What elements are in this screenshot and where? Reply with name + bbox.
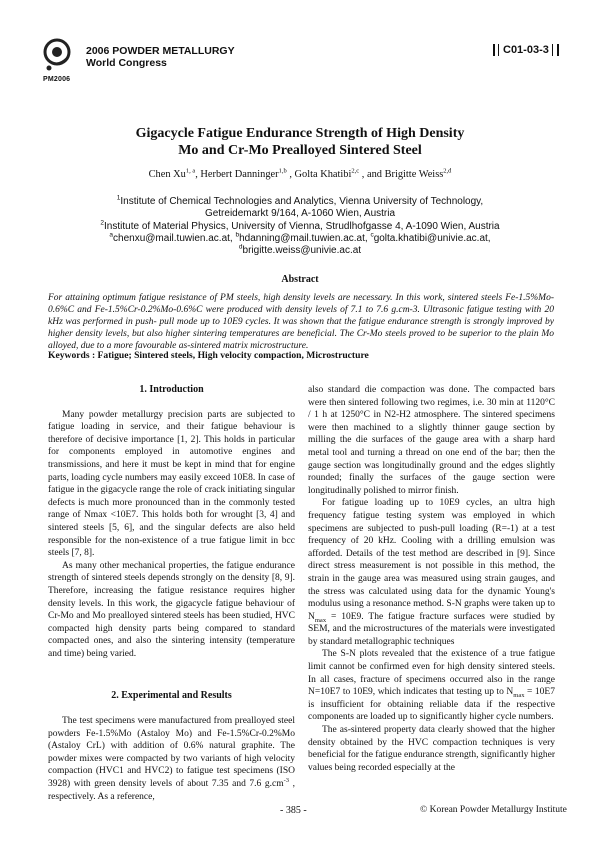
pm2006-logo-icon: [43, 38, 71, 76]
experimental-paragraph-4: The S-N plots revealed that the existence of a true fatigue limit cannot be confirmed even for high density sintered steels. In all cases, fracture of specimens occurred also in the range N=10E7 to 10E9, which indicates that testing up to $N_{max} = 10E7$ is insufficient for obtaining reliable data if the respective components are loaded up to significantly higher cycle numbers.: [308, 649, 555, 723]
author-name: Brigitte Weiss: [384, 169, 444, 180]
author-sup: 2,c: [351, 167, 360, 175]
experimental-paragraph-5: The as-sintered property data clearly showed that the higher density obtained by the HVC compaction techniques is very beneficial for the fatigue endurance strength, significantly higher values being recorded especially at the: [308, 725, 555, 773]
email-list-cont: $^d$brigitte.weiss@univie.ac.at: [238, 243, 362, 256]
conference-subtitle: World Congress: [86, 57, 167, 69]
author-sup: 1,b: [278, 167, 287, 175]
email-list: $^a$chenxu@mail.tuwien.ac.at, $^b$hdanning@mail.tuwien.ac.at, $^c$golta.khatibi@univie.ac.at,: [109, 231, 491, 244]
abstract-heading: Abstract: [281, 274, 319, 285]
intro-paragraph-1: Many powder metallurgy precision parts are subjected to fatigue loading in service, and their fatigue behaviour is therefore of decisive importance [1, 2]. This holds in particular for components employed in automotive engines and transmissions, and here it must be kept in mind that for engine parts, loading cycle numbers may easily exceed 10E8. In case of fatigue in the gigacycle range the role of crack initiating singular defects is much more pronounced than in the commonly tested range of Nmax <10E7. This holds both for wrought [3, 4] and sintered steels [5, 6], and the singular defects are also held responsible for the non-existence of a true fatigue limit in bcc steels [7, 8].: [48, 409, 295, 559]
email-link[interactable]: hdanning@mail.tuwien.ac.at: [239, 233, 365, 244]
author-name: Chen Xu: [148, 169, 186, 180]
author-sup: 1, a: [185, 167, 196, 175]
logo-text: PM2006: [43, 76, 71, 83]
author-list: Chen Xu$^{1, a}$, Herbert Danninger$^{1,b}$ , Golta Khatibi$^{2,c}$ , and Brigitte Weiss$^{2,d}$: [148, 167, 452, 180]
paper-title-line1: Gigacycle Fatigue Endurance Strength of High Density: [135, 126, 465, 141]
author-sup: 2,d: [443, 167, 452, 175]
experimental-paragraph-3: For fatigue loading up to 10E9 cycles, an ultra high frequency fatigue testing system was employed in which specimens are subjected to push-pull loading (R=-1) at a test frequency of 20 kHz. Cooling with a drilling emulsion was afforded. Details of the test method are described in [9]. Since direct stress measurement is not possible in this method, the strain in the gauge area was measured using strain gauges, and the stress was calculated using data for the dynamic Young's modulus using a resonance method. S-N graphs were taken up to $N_{max} = 10E9$. The fatigue fracture surfaces were studied by SEM, and the microstructures of the materials were investigated by standard metallographic techniques: [308, 498, 555, 647]
author-name: Golta Khatibi: [294, 169, 352, 180]
page-number: - 385 -: [280, 805, 307, 816]
paper-id-badge: [493, 44, 559, 56]
right-column: [308, 384, 555, 774]
experimental-paragraph-2: also standard die compaction was done. The compacted bars were then sintered following two regimes, i.e. 30 min at 1120°C / 1 h at 1250°C in N2-H2 atmosphere. The sintered specimens were then machined to a slightly thinner gauge section by milling the die surfaces of the gauge area with a sharp hard metal tool and turning a thread on one end of the bar; then the gauge section was longitudinally ground and the edges slightly rounded; finally the surfaces of the gauge section were longitudinally polished to mirror finish.: [308, 385, 555, 496]
left-column: [48, 384, 295, 803]
paper-id: C01-03-3: [503, 44, 549, 56]
author-name: Herbert Danninger: [200, 169, 279, 180]
email-link[interactable]: chenxu@mail.tuwien.ac.at: [113, 233, 230, 244]
intro-paragraph-2: As many other mechanical properties, the fatigue endurance strength of sintered steels depends strongly on the density [8, 9]. Therefore, increasing the fatigue resistance requires higher density levels. In this work, the gigacycle fatigue behaviour of Cr-Mo and Mo prealloyed sintered steels has been studied, HVC compacted high density parts being compared to standard compacted ones, and also the sintering intensity (temperature and time) being varied.: [48, 560, 295, 659]
keywords: Keywords : Fatigue; Sintered steels, High velocity compaction, Microstructure: [48, 350, 369, 361]
email-link[interactable]: golta.khatibi@univie.ac.at: [373, 233, 488, 244]
conference-title: 2006 POWDER METALLURGY: [86, 45, 235, 57]
intro-heading: 1. Introduction: [139, 384, 204, 395]
affiliation-2: $^2$Institute of Material Physics, University of Vienna, Strudlhofgasse 4, A-1090 Wien, Austria: [100, 219, 500, 232]
experimental-heading: 2. Experimental and Results: [111, 690, 232, 702]
experimental-paragraph-1: The test specimens were manufactured from prealloyed steel powders Fe-1.5%Mo (Astaloy Mo) and Fe-1.5%Cr-0.2%Mo (Astaloy CrL) with addition of 0.6% natural graphite. The powder mixes were compacted by two variants of high velocity compaction (HVC1 and HVC2) to fatigue test specimens (ISO 3928) with green density levels of about 7.35 and 7.6 $g.cm^{-3}$ , respectively. As a reference,: [48, 716, 296, 802]
email-link[interactable]: brigitte.weiss@univie.ac.at: [242, 245, 362, 256]
affiliation-1-address: Getreidemarkt 9/164, A-1060 Wien, Austria: [204, 208, 396, 219]
paper-title-line2: Mo and Cr-Mo Prealloyed Sintered Steel: [178, 143, 422, 158]
affiliation-1: $^1$Institute of Chemical Technologies and Analytics, Vienna University of Technology,: [116, 194, 484, 207]
abstract-text: For attaining optimum fatigue resistance of PM steels, high density levels are necessary. In this work, sintered steels Fe-1.5%Mo-0.6%C and Fe-1.5%Cr-0.2%Mo-0.6%C were produced with density levels of 7.1 to 7.6 g.cm-3. Ultrasonic fatigue testing with 20 kHz was performed in push- pull mode up to 10E9 cycles. It was shown that the fatigue endurance strength is strongly improved by higher density levels, but also higher sintering temperatures are beneficial. The Cr-Mo steels proved to be superior to the plain Mo alloyed, due to a more favourable as-sintered matrix microstructure.: [48, 293, 554, 351]
copyright: © Korean Powder Metallurgy Institute: [420, 805, 567, 815]
